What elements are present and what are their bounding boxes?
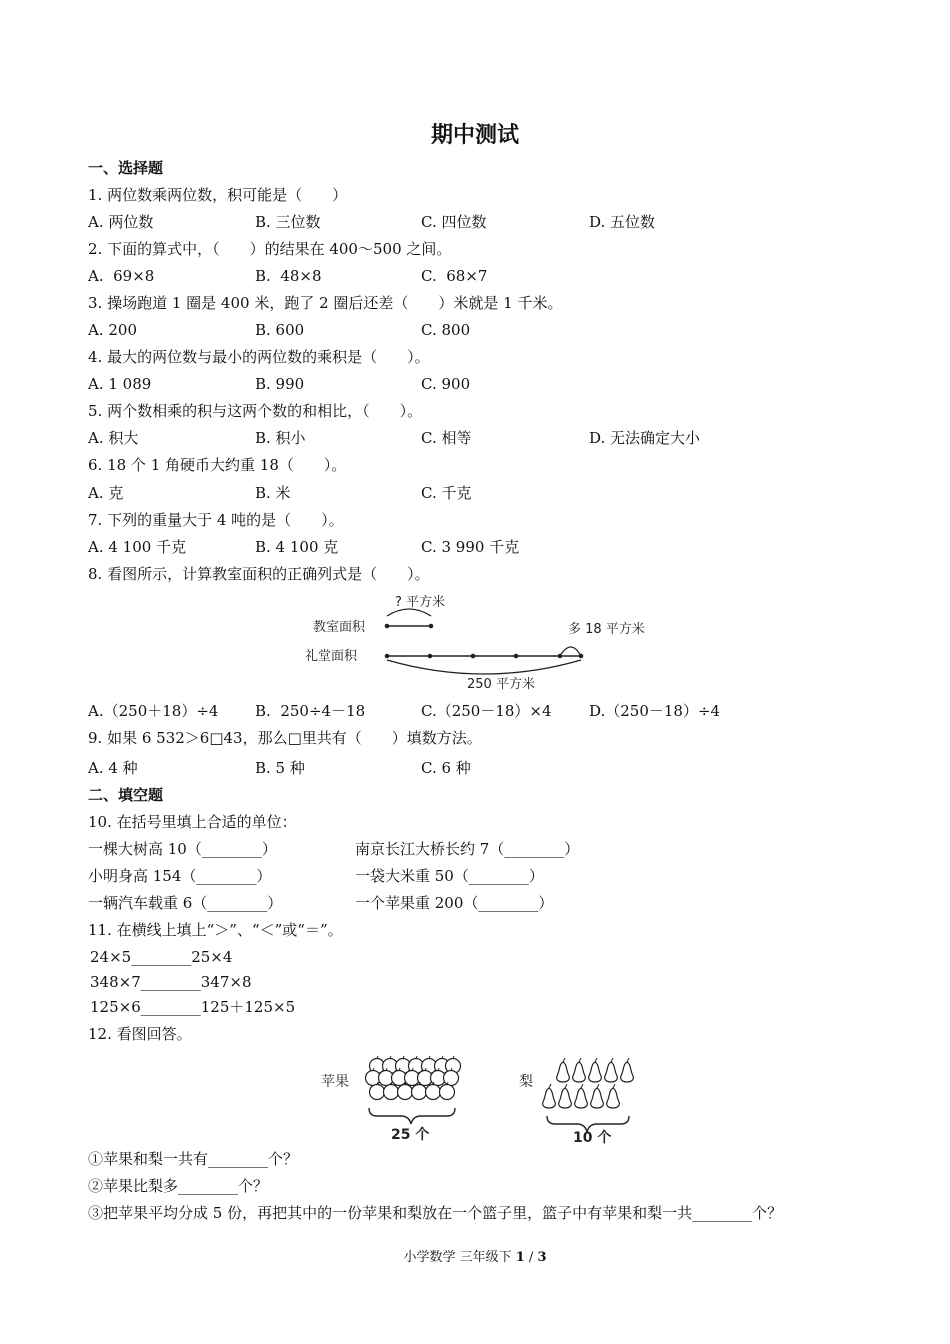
- section-heading-choice: 一、选择题: [88, 159, 164, 177]
- option: A. 两位数: [88, 213, 154, 231]
- extra-area-label: 多 18 平方米: [568, 622, 645, 637]
- pear-icon: [575, 1088, 588, 1108]
- pear-group: [543, 1058, 634, 1108]
- option: B. 250÷4－18: [255, 702, 366, 720]
- option: A. 69×8: [88, 267, 155, 285]
- apple-icon: [384, 1085, 399, 1100]
- comparison-item: 125×6________125＋125×5: [90, 998, 296, 1016]
- option: B. 600: [255, 321, 305, 339]
- apple-count: 25 个: [391, 1127, 430, 1143]
- question-stem: 9. 如果 6 532＞6□43，那么□里共有（ ）填数方法。: [88, 729, 482, 747]
- apple-label: 苹果: [321, 1074, 349, 1090]
- pear-stem: [627, 1058, 629, 1062]
- point: [558, 654, 563, 659]
- point: [428, 654, 433, 659]
- option: C.（250－18）×4: [421, 702, 552, 720]
- pear-stem: [565, 1084, 567, 1088]
- option: D. 无法确定大小: [589, 429, 701, 447]
- section-heading-fill: 二、填空题: [88, 786, 164, 804]
- question-stem: 5. 两个数相乘的积与这两个数的和相比，（ ）。: [88, 402, 423, 420]
- option: A. 1 089: [88, 375, 152, 393]
- fill-item: 一棵大树高 10（________）: [88, 840, 277, 858]
- pear-icon: [559, 1088, 572, 1108]
- option: A.（250＋18）÷4: [88, 702, 219, 720]
- option: B. 三位数: [255, 213, 321, 231]
- pear-icon: [591, 1088, 604, 1108]
- classroom-area-unknown-label: ? 平方米: [395, 595, 446, 610]
- option: B. 4 100 克: [255, 538, 339, 556]
- point: [429, 624, 434, 629]
- option: B. 米: [255, 484, 291, 502]
- hall-label: 礼堂面积: [305, 649, 358, 664]
- apple-icon: [426, 1085, 441, 1100]
- fill-item: 小明身高 154（________）: [88, 867, 272, 885]
- option: C. 900: [421, 375, 471, 393]
- point: [385, 624, 390, 629]
- question-stem: 12. 看图回答。: [88, 1025, 192, 1043]
- option: C. 相等: [421, 429, 472, 447]
- point: [471, 654, 476, 659]
- footer-page-total: 3: [537, 1250, 547, 1265]
- option: A. 克: [88, 484, 124, 502]
- option: C. 800: [421, 321, 471, 339]
- classroom-label: 教室面积: [313, 620, 366, 635]
- option: A. 积大: [88, 429, 139, 447]
- option: A. 4 100 千克: [88, 538, 187, 556]
- footer-separator: /: [524, 1250, 538, 1265]
- option: C. 千克: [421, 484, 472, 502]
- option: B. 5 种: [255, 759, 305, 777]
- pear-icon: [543, 1088, 556, 1108]
- pear-icon: [589, 1062, 602, 1082]
- pear-icon: [605, 1062, 618, 1082]
- pear-stem: [549, 1084, 551, 1088]
- question-stem: 2. 下面的算式中，（ ）的结果在 400～500 之间。: [88, 240, 452, 258]
- pear-icon: [607, 1088, 620, 1108]
- fruit-figure: [315, 1050, 655, 1145]
- footer-page-number: 1: [515, 1250, 525, 1265]
- apple-icon: [412, 1085, 427, 1100]
- fill-item: 一辆汽车载重 6（________）: [88, 894, 283, 912]
- option: C. 68×7: [421, 267, 488, 285]
- footer-subject: 小学数学 三年级下: [403, 1250, 516, 1265]
- question-stem: 7. 下列的重量大于 4 吨的是（ ）。: [88, 511, 344, 529]
- sub-question: ③把苹果平均分成 5 份，再把其中的一份苹果和梨放在一个篮子里，篮子中有苹果和梨一共________个？: [88, 1204, 783, 1222]
- apple-icon: [370, 1085, 385, 1100]
- question-stem: 11. 在横线上填上“＞”、“＜”或“＝”。: [88, 921, 343, 939]
- apple-icon: [444, 1071, 459, 1086]
- apple-brace: [369, 1108, 455, 1124]
- pear-icon: [557, 1062, 570, 1082]
- fill-item: 南京长江大桥长约 7（________）: [355, 840, 580, 858]
- option: D. 五位数: [589, 213, 656, 231]
- question-stem: 1. 两位数乘两位数，积可能是（ ）: [88, 186, 348, 204]
- area-diagram: [295, 588, 665, 696]
- option: C. 四位数: [421, 213, 487, 231]
- comparison-item: 348×7________347×8: [90, 973, 252, 991]
- point: [514, 654, 519, 659]
- classroom-brace: [387, 609, 431, 616]
- sub-question: ①苹果和梨一共有________个？: [88, 1150, 299, 1168]
- option: A. 200: [88, 321, 137, 339]
- question-stem: 4. 最大的两位数与最小的两位数的乘积是（ ）。: [88, 348, 430, 366]
- option: A. 4 种: [88, 759, 138, 777]
- point: [385, 654, 390, 659]
- pear-icon: [621, 1062, 634, 1082]
- pear-stem: [579, 1058, 581, 1062]
- option: C. 3 990 千克: [421, 538, 520, 556]
- option: C. 6 种: [421, 759, 471, 777]
- pear-stem: [597, 1084, 599, 1088]
- pear-stem: [581, 1084, 583, 1088]
- question-stem: 6. 18 个 1 角硬币大约重 18（ ）。: [88, 456, 347, 474]
- pear-stem: [611, 1058, 613, 1062]
- point: [579, 654, 584, 659]
- question-stem: 10. 在括号里填上合适的单位：: [88, 813, 297, 831]
- question-stem: 8. 看图所示，计算教室面积的正确列式是（ ）。: [88, 565, 430, 583]
- pear-label: 梨: [519, 1074, 533, 1090]
- sub-question: ②苹果比梨多________个？: [88, 1177, 269, 1195]
- comparison-item: 24×5________25×4: [90, 948, 233, 966]
- page-title: 期中测试: [430, 123, 519, 148]
- apple-pile: [366, 1056, 461, 1100]
- pear-stem: [563, 1058, 565, 1062]
- page-footer: [0, 1246, 950, 1265]
- apple-icon: [440, 1085, 455, 1100]
- apple-icon: [398, 1085, 413, 1100]
- fill-item: 一个苹果重 200（________）: [355, 894, 554, 912]
- question-stem: 3. 操场跑道 1 圈是 400 米，跑了 2 圈后还差（ ）米就是 1 千米。: [88, 294, 563, 312]
- pear-icon: [573, 1062, 586, 1082]
- extra-brace: [560, 647, 581, 656]
- total-brace: [387, 660, 581, 674]
- pear-stem: [613, 1084, 615, 1088]
- option: B. 积小: [255, 429, 306, 447]
- fill-item: 一袋大米重 50（________）: [355, 867, 544, 885]
- pear-count: 10 个: [573, 1130, 612, 1145]
- option: B. 990: [255, 375, 305, 393]
- pear-stem: [595, 1058, 597, 1062]
- option: B. 48×8: [255, 267, 322, 285]
- option: D.（250－18）÷4: [589, 702, 721, 720]
- total-area-label: 250 平方米: [467, 677, 535, 692]
